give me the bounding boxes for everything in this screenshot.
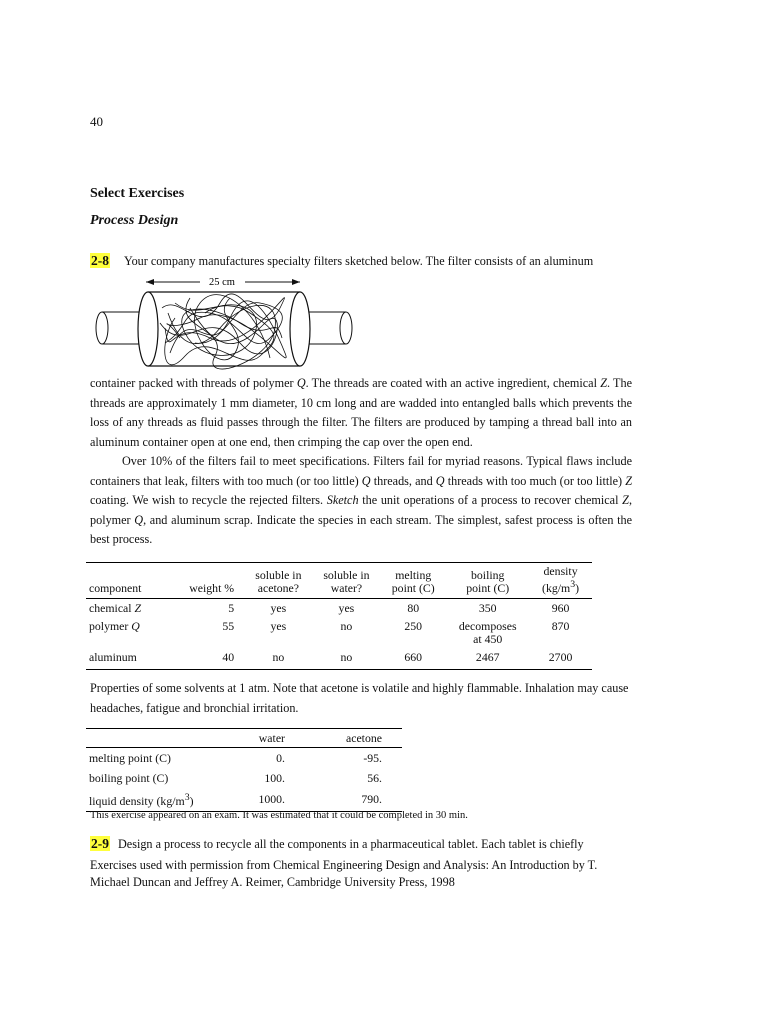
header-line: ): [575, 580, 580, 595]
cell-water: yes: [338, 600, 355, 615]
table-row: [86, 648, 592, 670]
col-density: [529, 563, 592, 599]
header-line: boiling: [471, 567, 505, 582]
section-heading: Select Exercises: [90, 186, 185, 201]
text-run: , and aluminum scrap. Indicate the species in each stream. The simplest, safest process is often the best process.: [90, 512, 632, 547]
exercise-2-9-text: Design a process to recycle all the components in a pharmaceutical tablet. Each tablet is chiefly: [118, 837, 584, 851]
credit-footnote: Exercises used with permission from Chemical Engineering Design and Analysis: An Introduction by T. Michael Duncan and Jeffrey A. Reimer, Cambridge University Press, 1998: [90, 858, 598, 889]
cell-weight: 5: [228, 600, 235, 615]
cell-acetone: 56.: [367, 771, 382, 785]
text-run: the unit operations of a process to recover chemical: [358, 493, 623, 508]
header-line: acetone?: [257, 580, 300, 595]
variable-z: Z: [600, 376, 607, 390]
superscript: 3: [570, 579, 576, 590]
cell-water: 0.: [276, 751, 285, 765]
cell-component: [86, 617, 166, 648]
header-line: (kg/m: [542, 580, 571, 595]
table-row: [86, 598, 592, 617]
cell-acetone: -95.: [363, 751, 382, 765]
cell-component: aluminum: [89, 649, 137, 664]
boiling-line: decomposes: [458, 618, 517, 633]
outlet-opening: [340, 312, 352, 344]
col-weight: weight %: [189, 580, 235, 595]
col-water: water: [258, 731, 285, 745]
page-number: 40: [90, 114, 103, 129]
cell-acetone: yes: [270, 600, 287, 615]
header-line: melting: [395, 567, 432, 582]
intro-text: Your company manufactures specialty filters sketched below. The filter consists of an aluminum: [124, 254, 594, 268]
row-label: [86, 788, 227, 811]
variable-q: Q: [134, 512, 144, 527]
header-line: soluble in: [323, 567, 370, 582]
exercise-2-8-paragraph-2: [90, 452, 632, 550]
table-row: [86, 788, 402, 811]
cell-component: [86, 598, 166, 617]
row-label: melting point (C): [89, 751, 171, 765]
cell-boiling: 350: [478, 600, 497, 615]
label-text: liquid density (kg/m: [89, 793, 185, 808]
cell-acetone: 790.: [361, 792, 382, 807]
exercise-2-8-paragraph-1: [90, 374, 632, 452]
text-run: , polymer: [90, 493, 632, 527]
cell-water: no: [340, 649, 353, 664]
table-row: [86, 768, 402, 788]
superscript: 3: [184, 792, 190, 803]
exercise-2-9: [90, 836, 632, 852]
cell-density: 960: [551, 600, 570, 615]
exercise-number-badge: 2-8: [91, 253, 109, 268]
container-end-right: [290, 292, 310, 366]
col-acetone: [244, 563, 313, 599]
container-end-left: [138, 292, 158, 366]
col-label: [86, 729, 227, 748]
table-row: [86, 748, 402, 769]
cell-boiling: 2467: [475, 649, 500, 664]
component-name: polymer: [89, 618, 132, 633]
component-name: chemical: [89, 600, 135, 615]
dimension-label: 25 cm: [209, 277, 235, 288]
cell-water: no: [340, 618, 353, 633]
cell-acetone: yes: [270, 618, 287, 633]
col-component: component: [89, 580, 142, 595]
header-line: water?: [330, 580, 363, 595]
header-line: point (C): [466, 580, 510, 595]
table-header-row: [86, 563, 592, 599]
text-run: . The threads are approximately 1 mm diameter, 10 cm long and are wadded into entangled balls which prevents the loss of any threads as fluid passes through the filter. The filters are produced by tamping a thread ball into an aluminum container open at one end, then crimping the cap over the open end.: [90, 376, 632, 449]
col-water: [313, 563, 381, 599]
text-run: . The threads are coated with an active ingredient, chemical: [305, 376, 601, 390]
col-melting: [380, 563, 446, 599]
variable-z: Z: [134, 600, 142, 615]
cell-weight: 40: [222, 649, 235, 664]
emphasis-sketch: Sketch: [326, 493, 359, 508]
col-boiling: [446, 563, 529, 599]
cell-water: 1000.: [258, 792, 285, 807]
text-run: coating. We wish to recycle the rejected filters.: [90, 493, 327, 508]
text-run: threads, and: [370, 473, 436, 488]
exercise-2-8-intro: [90, 253, 593, 269]
col-acetone: acetone: [345, 731, 382, 745]
section-subheading: Process Design: [90, 213, 179, 228]
variable-q: Q: [296, 376, 306, 390]
cell-density: 2700: [548, 649, 573, 664]
cell-boiling: [446, 617, 529, 648]
exercise-number-badge: 2-9: [91, 836, 109, 851]
cell-melting: 660: [404, 649, 423, 664]
cell-melting: 250: [404, 618, 423, 633]
component-properties-table: [86, 562, 592, 670]
header-line: soluble in: [255, 567, 302, 582]
cell-water: 100.: [264, 771, 285, 785]
variable-q: Q: [435, 473, 445, 488]
text-run: Over 10% of the filters fail to meet specifications. Filters fail for myriad reasons. Typical flaws include containers that leak, filters with too much (or too little): [90, 454, 632, 488]
solvent-properties-table: [86, 728, 402, 812]
variable-z: Z: [625, 473, 632, 488]
filter-sketch: [90, 268, 360, 378]
header-line: density: [543, 564, 578, 578]
cell-melting: 80: [407, 600, 420, 615]
table-header-row: [86, 729, 402, 748]
variable-q: Q: [131, 618, 140, 633]
cell-density: 870: [551, 618, 570, 633]
label-text: ): [189, 793, 194, 808]
table-row: [86, 617, 592, 648]
cell-weight: 55: [222, 618, 235, 633]
variable-q: Q: [361, 473, 371, 488]
boiling-line: at 450: [473, 631, 503, 646]
text-run: container packed with threads of polymer: [90, 376, 297, 390]
inlet-opening: [96, 312, 108, 344]
text-run: threads with too much (or too little): [444, 473, 626, 488]
cell-acetone: no: [272, 649, 285, 664]
variable-z: Z: [622, 493, 629, 508]
exam-note: This exercise appeared on an exam. It was estimated that it could be completed in 30 min.: [90, 810, 468, 821]
polymer-threads: [160, 294, 286, 369]
row-label: boiling point (C): [89, 771, 169, 785]
solvent-properties-note: Properties of some solvents at 1 atm. Note that acetone is volatile and highly flammable. Inhalation may cause headaches, fatigue and bronchial irritation.: [90, 681, 629, 715]
header-line: point (C): [391, 580, 435, 595]
